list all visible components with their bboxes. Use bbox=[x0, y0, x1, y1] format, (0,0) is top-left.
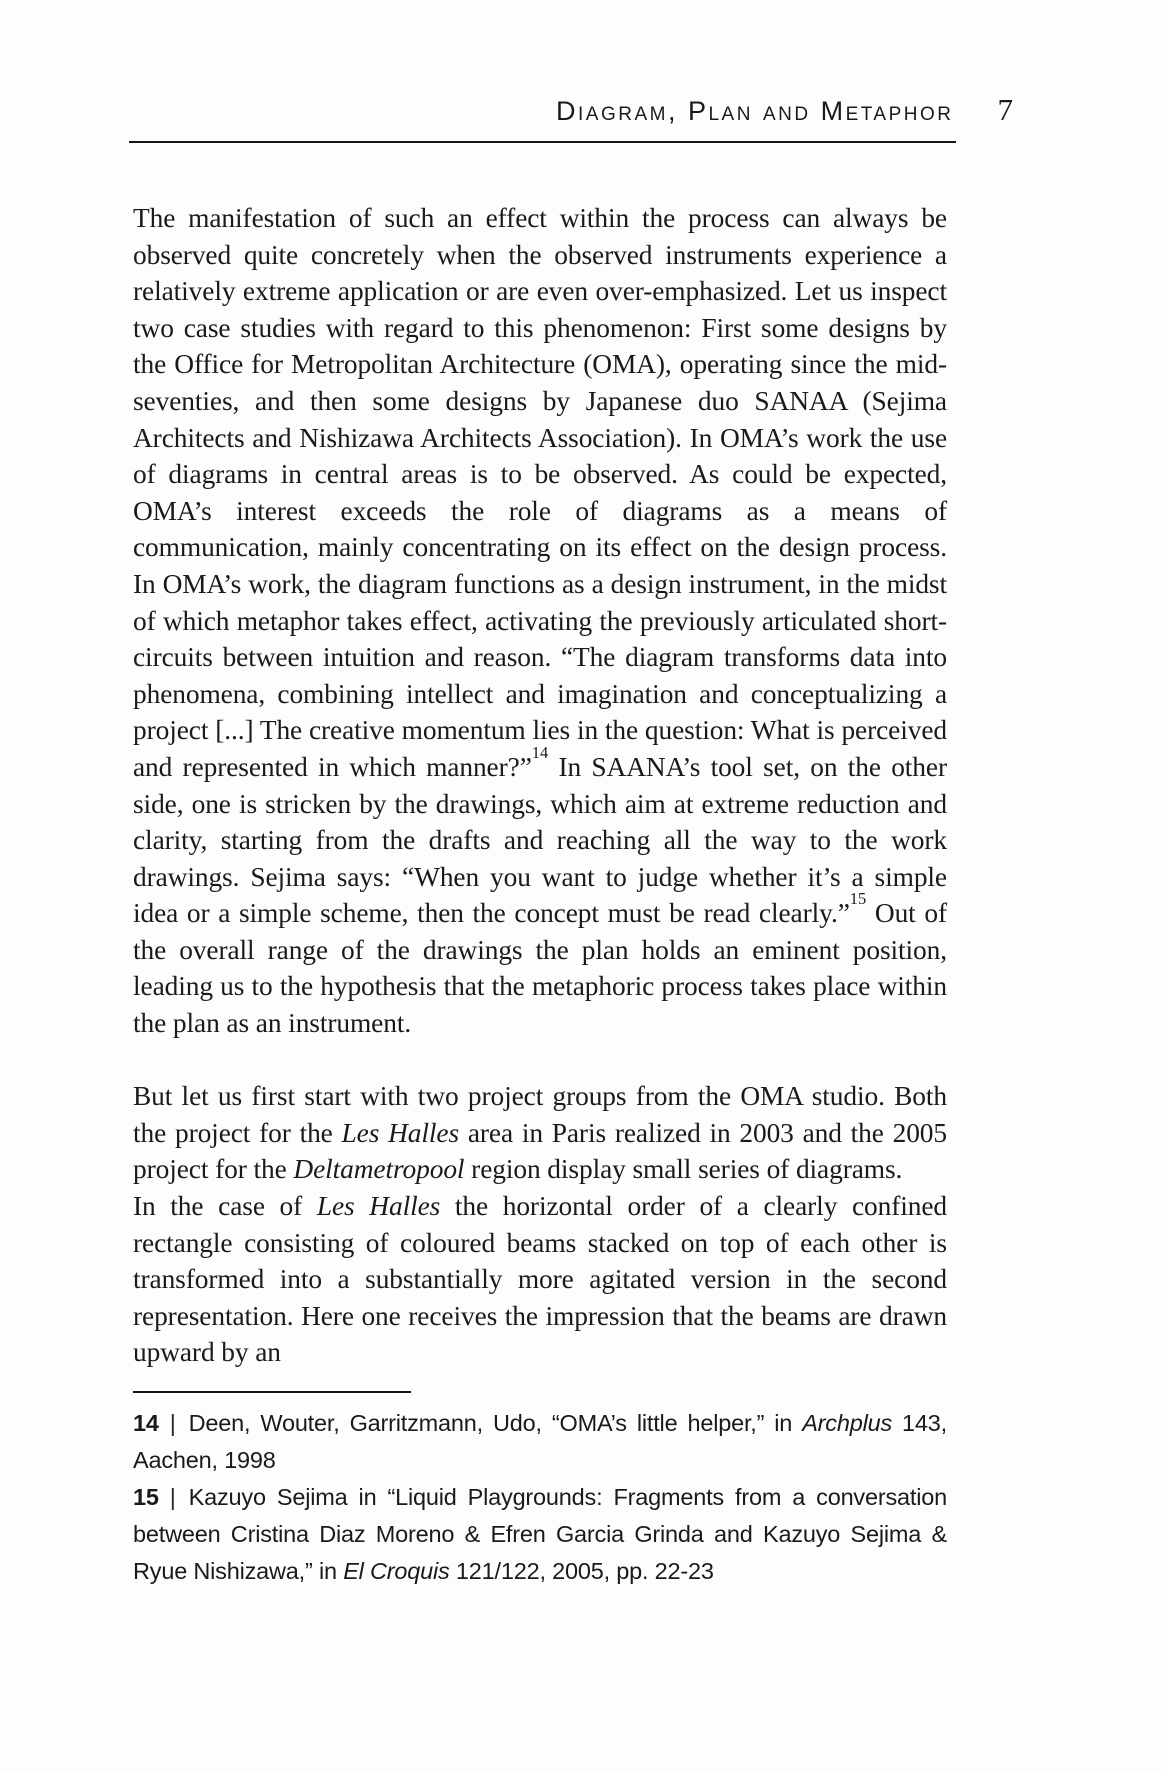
running-header bbox=[133, 92, 1013, 128]
paragraph-les-halles: In the case of Les Halles the horizontal order of a clearly confined rectangle consisting of coloured beams stacked on top of each other is transformed into a substantially more agitated version in the second representation. Here one receives the impression that the beams are drawn upward by an bbox=[133, 1191, 947, 1368]
footnote-rule bbox=[133, 1391, 411, 1393]
footnote-14 bbox=[133, 1405, 947, 1479]
paragraph-case-studies: The manifestation of such an effect within the process can always be observed quite concretely when the observed instruments experience a relatively extreme application or are even over-emphasized. Let us inspect two case studies with regard to this phenomenon: First some designs by the Office for Metropolitan Architecture (OMA), operating since the mid-seventies, and then some designs by Japanese duo SANAA (Sejima Architects and Nishizawa Architects Association). In OMA’s work the use of diagrams in central areas is to be observed. As could be expected, OMA’s interest exceeds the role of diagrams as a means of communication, mainly concentrating on its effect on the design process. In OMA’s work, the diagram functions as a design instrument, in the midst of which metaphor takes effect, activating the previously articulated short-circuits between intuition and reason. “The diagram transforms data into phenomena, combining intellect and imagination and conceptualizing a project [...] The creative momentum lies in the question: What is perceived and represented in which manner?”$^{14}$ In SAANA’s tool set, on the other side, one is stricken by the drawings, which aim at extreme reduction and clarity, starting from the drafts and reaching all the way to the work drawings. Sejima says: “When you want to judge whether it’s a simple idea or a simple scheme, then the concept must be read clearly.”$^{15}$ Out of the overall range of the drawings the plan holds an eminent position, leading us to the hypothesis that the metaphoric process takes place within the plan as an instrument. bbox=[133, 203, 948, 1039]
body-text bbox=[133, 200, 947, 1371]
footnote-14-separator: | bbox=[169, 1410, 176, 1436]
footnote-15-number: 15 bbox=[133, 1484, 159, 1510]
chapter-title: Diagram, Plan and Metaphor bbox=[556, 96, 954, 126]
header-rule bbox=[129, 141, 956, 143]
page-number: 7 bbox=[997, 92, 1013, 127]
paragraph-oma-projects: But let us first start with two project groups from the OMA studio. Both the project for the Les Halles area in Paris realized in 2003 and the 2005 project for the Deltametropool region display small series of diagrams. bbox=[133, 1081, 947, 1185]
footnote-15-separator: | bbox=[169, 1484, 176, 1510]
footnote-15 bbox=[133, 1479, 947, 1590]
footnotes bbox=[133, 1405, 947, 1590]
footnote-14-text: Deen, Wouter, Garritzmann, Udo, “OMA’s little helper,” in Archplus 143, Aachen, 1998 bbox=[133, 1410, 947, 1473]
footnote-15-text: Kazuyo Sejima in “Liquid Playgrounds: Fragments from a conversation between Cristina Diaz Moreno & Efren Garcia Grinda and Kazuyo Sejima & Ryue Nishizawa,” in El Croquis 121/122, 2005, pp. 22-23 bbox=[133, 1484, 947, 1584]
footnote-14-number: 14 bbox=[133, 1410, 159, 1436]
